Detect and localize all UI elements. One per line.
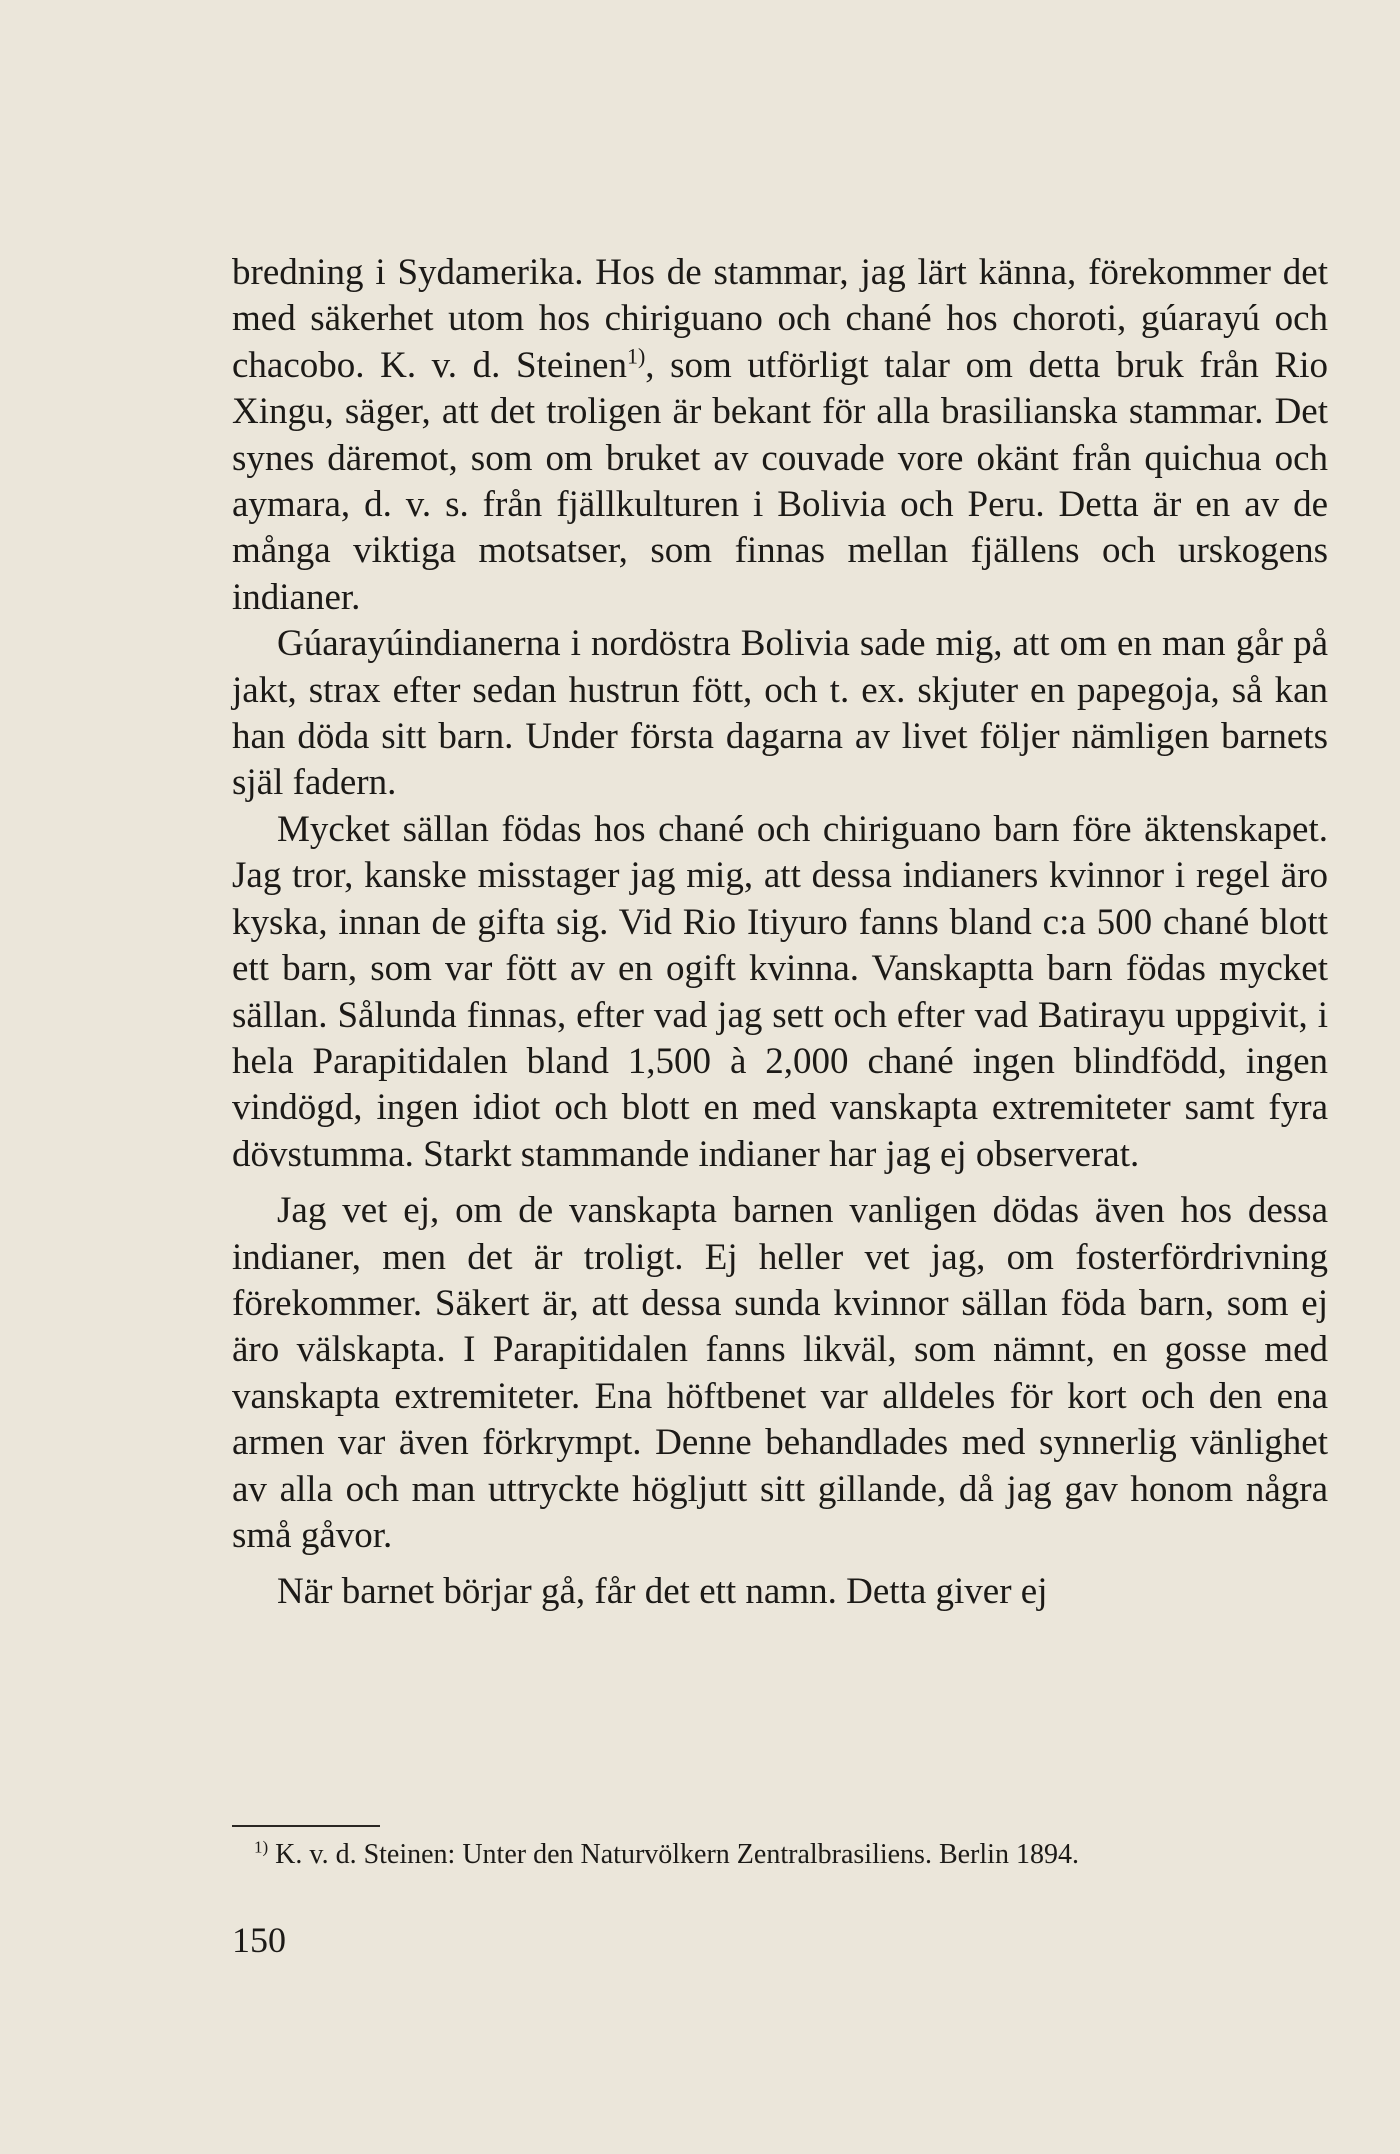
- paragraph-3: Mycket sällan födas hos chané och chiriguano barn före äktenskapet. Jag tror, kanske misstager jag mig, att dessa indianers kvinnor i regel äro kyska, innan de gifta sig. Vid Rio Itiyuro fanns bland c:a 500 chané blott ett barn, som var fött av en ogift kvinna. Vanskaptta barn födas mycket sällan. Sålunda finnas, efter vad jag sett och efter vad Batirayu uppgivit, i hela Parapitidalen bland 1,500 à 2,000 chané ingen blindfödd, ingen vindögd, ingen idiot och blott en med vanskapta extremiteter samt fyra dövstumma. Starkt stammande indianer har jag ej observerat.: [232, 808, 1328, 1175]
- paragraph-2: Gúarayúindianerna i nordöstra Bolivia sade mig, att om en man går på jakt, strax efter sedan hustrun fött, och t. ex. skjuter en papegoja, så kan han döda sitt barn. Under första dagarna av livet följer nämligen barnets själ fadern.: [232, 623, 1328, 804]
- footnote: [232, 1838, 1328, 1871]
- body-text: [232, 250, 1328, 1616]
- paragraph-5: När barnet börjar gå, får det ett namn. Detta giver ej: [277, 1571, 1048, 1613]
- footnote-mark: 1): [254, 1837, 269, 1857]
- footnote-divider: [232, 1825, 380, 1827]
- footnote-reference: 1): [626, 343, 646, 369]
- paragraph-1: [232, 250, 1328, 621]
- footnote-text: K. v. d. Steinen: Unter den Naturvölkern Zentralbrasiliens. Berlin 1894.: [268, 1839, 1079, 1870]
- page-number: 150: [232, 1920, 286, 1960]
- paragraph-1-text-b: , som utförligt talar om detta bruk från Rio Xingu, säger, att det troligen är bekant för alla brasilianska stammar. Det synes däremot, som om bruket av couvade vore okänt från quichua och aymara, d. v. s. från fjällkulturen i Bolivia och Peru. Detta är en av de många viktiga motsatser, som finnas mellan fjällens och urskogens indianer.: [232, 344, 1328, 618]
- paragraph-4: Jag vet ej, om de vanskapta barnen vanligen dödas även hos dessa indianer, men det är troligt. Ej heller vet jag, om fosterfördrivning förekommer. Säkert är, att dessa sunda kvinnor sällan föda barn, som ej äro välskapta. I Parapitidalen fanns likväl, som nämnt, en gosse med vanskapta extremiteter. Ena höftbenet var alldeles för kort och den ena armen var även förkrympt. Denne behandlades med synnerlig vänlighet av alla och man uttryckte högljutt sitt gillande, då jag gav honom några små gåvor.: [232, 1190, 1328, 1556]
- paragraph-1-text-a: bredning i Sydamerika. Hos de stammar, jag lärt känna, förekommer det med säkerhet utom hos chiriguano och chané hos choroti, gúarayú och chacobo. K. v. d. Steinen: [232, 252, 1328, 386]
